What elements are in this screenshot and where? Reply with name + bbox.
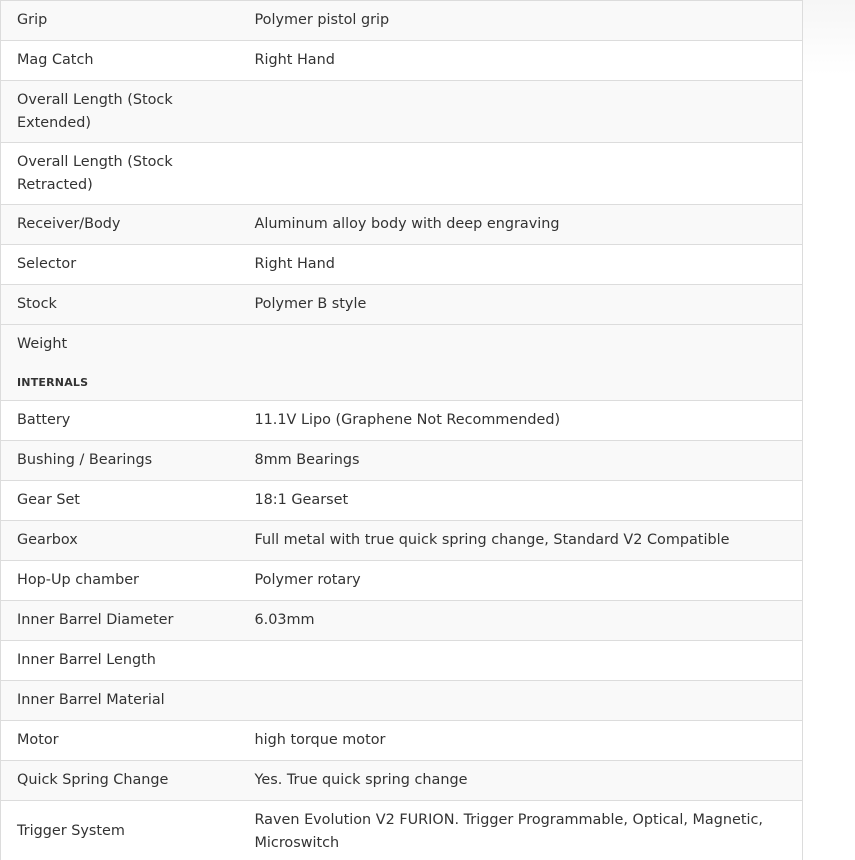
side-shadow [802, 0, 855, 75]
spec-value: Aluminum alloy body with deep engraving [239, 205, 803, 245]
spec-row-mag-catch [1, 41, 803, 81]
spec-row-gear-set [1, 481, 803, 521]
spec-row-grip [1, 1, 803, 41]
spec-label: Overall Length (Stock Extended) [1, 81, 239, 143]
spec-label: Inner Barrel Material [1, 681, 239, 721]
spec-value [239, 681, 803, 721]
spec-row-inner-barrel-length [1, 641, 803, 681]
spec-value: 6.03mm [239, 601, 803, 641]
spec-row-inner-barrel-diameter [1, 601, 803, 641]
spec-value: 18:1 Gearset [239, 481, 803, 521]
spec-value: 8mm Bearings [239, 441, 803, 481]
spec-row-gearbox [1, 521, 803, 561]
spec-row-overall-length-extended [1, 81, 803, 143]
spec-value: Polymer rotary [239, 561, 803, 601]
spec-value [239, 325, 803, 365]
spec-row-trigger-system [1, 801, 803, 860]
spec-label: Overall Length (Stock Retracted) [1, 143, 239, 205]
spec-label: Gear Set [1, 481, 239, 521]
spec-row-battery [1, 401, 803, 441]
spec-value: Yes. True quick spring change [239, 761, 803, 801]
spec-value: Polymer B style [239, 285, 803, 325]
spec-value: Right Hand [239, 41, 803, 81]
spec-value: Full metal with true quick spring change, Standard V2 Compatible [239, 521, 803, 561]
spec-row-quick-spring-change [1, 761, 803, 801]
spec-label: Inner Barrel Diameter [1, 601, 239, 641]
spec-value: Polymer pistol grip [239, 1, 803, 41]
spec-label: Trigger System [1, 801, 239, 860]
spec-value [239, 641, 803, 681]
spec-row-motor [1, 721, 803, 761]
spec-label: Stock [1, 285, 239, 325]
spec-value: 11.1V Lipo (Graphene Not Recommended) [239, 401, 803, 441]
spec-label: Bushing / Bearings [1, 441, 239, 481]
spec-row-selector [1, 245, 803, 285]
spec-label: Receiver/Body [1, 205, 239, 245]
spec-row-weight [1, 325, 803, 365]
section-title: INTERNALS [1, 364, 803, 401]
spec-label: Quick Spring Change [1, 761, 239, 801]
section-header-internals [1, 364, 803, 401]
spec-row-receiver-body [1, 205, 803, 245]
spec-row-inner-barrel-material [1, 681, 803, 721]
spec-label: Gearbox [1, 521, 239, 561]
spec-label: Battery [1, 401, 239, 441]
spec-row-bushing-bearings [1, 441, 803, 481]
spec-value: high torque motor [239, 721, 803, 761]
spec-label: Mag Catch [1, 41, 239, 81]
spec-value: Raven Evolution V2 FURION. Trigger Programmable, Optical, Magnetic, Microswitch [239, 801, 803, 860]
spec-value: Right Hand [239, 245, 803, 285]
spec-label: Hop-Up chamber [1, 561, 239, 601]
spec-label: Weight [1, 325, 239, 365]
spec-value [239, 143, 803, 205]
spec-row-stock [1, 285, 803, 325]
spec-label: Selector [1, 245, 239, 285]
spec-value [239, 81, 803, 143]
spec-label: Grip [1, 1, 239, 41]
spec-row-hop-up-chamber [1, 561, 803, 601]
spec-label: Inner Barrel Length [1, 641, 239, 681]
spec-row-overall-length-retracted [1, 143, 803, 205]
spec-label: Motor [1, 721, 239, 761]
